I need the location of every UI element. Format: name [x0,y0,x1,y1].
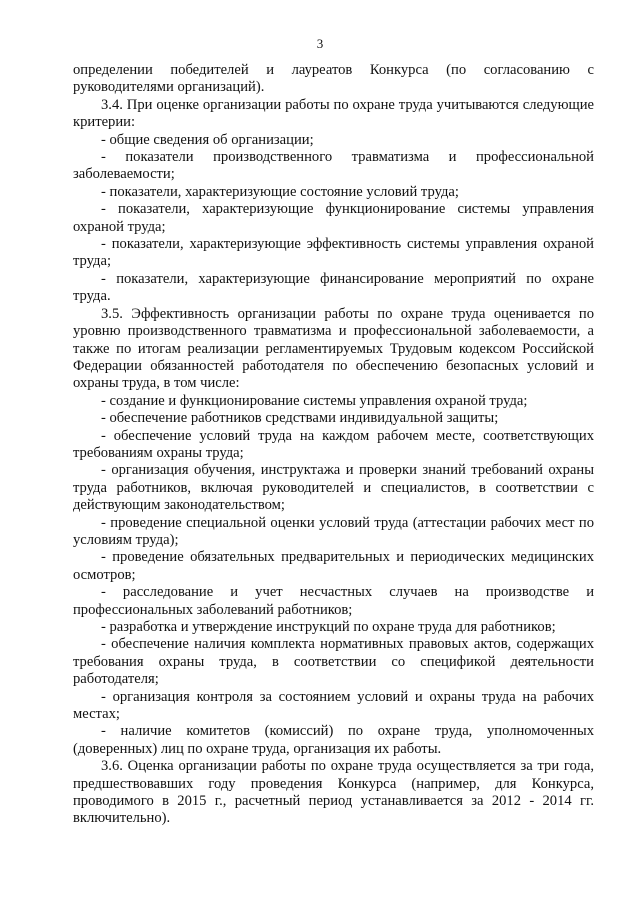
obligation-item: - организация контроля за состоянием условий и охраны труда на рабочих местах; [73,688,594,723]
obligation-item: - расследование и учет несчастных случаев на производстве и профессиональных заболеваний работников; [73,584,594,618]
criteria-item: - показатели, характеризующие финансирование мероприятий по охране труда. [73,270,594,305]
obligation-item: - проведение обязательных предварительных и периодических медицинских осмотров; [73,549,594,583]
paragraph-3-6: 3.6. Оценка организации работы по охране труда осуществляется за три года, предшествовавших году проведения Конкурса (например, для Конкурса, проводимого в 2015 г., расчетный период устанавливается за 2012 - 2014 гг. включительно). [73,758,594,827]
criteria-item: - показатели, характеризующие функционирование системы управления охраной труда; [73,201,594,235]
obligation-item: - проведение специальной оценки условий труда (аттестации рабочих мест по условиям труда); [73,514,594,548]
paragraph-3-4: 3.4. При оценке организации работы по охране труда учитываются следующие критерии: [73,96,594,131]
obligation-item: - создание и функционирование системы управления охраной труда; [101,392,528,409]
page-number: 3 [316,36,324,51]
obligation-item: - организация обучения, инструктажа и проверки знаний требований охраны труда работников, включая руководителей и специалистов, в соответствии с действующим законодательством; [73,462,594,514]
obligation-item: - обеспечение работников средствами индивидуальной защиты; [101,410,499,427]
criteria-item: - показатели производственного травматизма и профессиональной заболеваемости; [73,149,594,183]
document-body [73,62,594,828]
criteria-item: - общие сведения об организации; [101,131,314,148]
obligation-item: - разработка и утверждение инструкций по охране труда для работников; [101,619,556,635]
paragraph-3-5: 3.5. Эффективность организации работы по охране труда оценивается по уровню производственного травматизма и профессиональной заболеваемости, а также по итогам реализации регламентируемых Трудовым кодексом Российской Федерации обязанностей работодателя по обеспечению безопасных условий и охраны труда, в том числе: [73,305,594,392]
obligation-item: - обеспечение наличия комплекта нормативных правовых актов, содержащих требования охраны труда, в соответствии со спецификой деятельности работодателя; [73,636,594,688]
obligation-item: - обеспечение условий труда на каждом рабочем месте, соответствующих требованиям охраны труда; [73,427,594,461]
criteria-item: - показатели, характеризующие эффективность системы управления охраной труда; [73,236,594,270]
obligation-item: - наличие комитетов (комиссий) по охране труда, уполномоченных (доверенных) лиц по охране труда, организация их работы. [73,723,594,757]
criteria-item: - показатели, характеризующие состояние условий труда; [101,183,459,200]
paragraph-continuation: определении победителей и лауреатов Конкурса (по согласованию с руководителями организаций). [73,62,594,96]
